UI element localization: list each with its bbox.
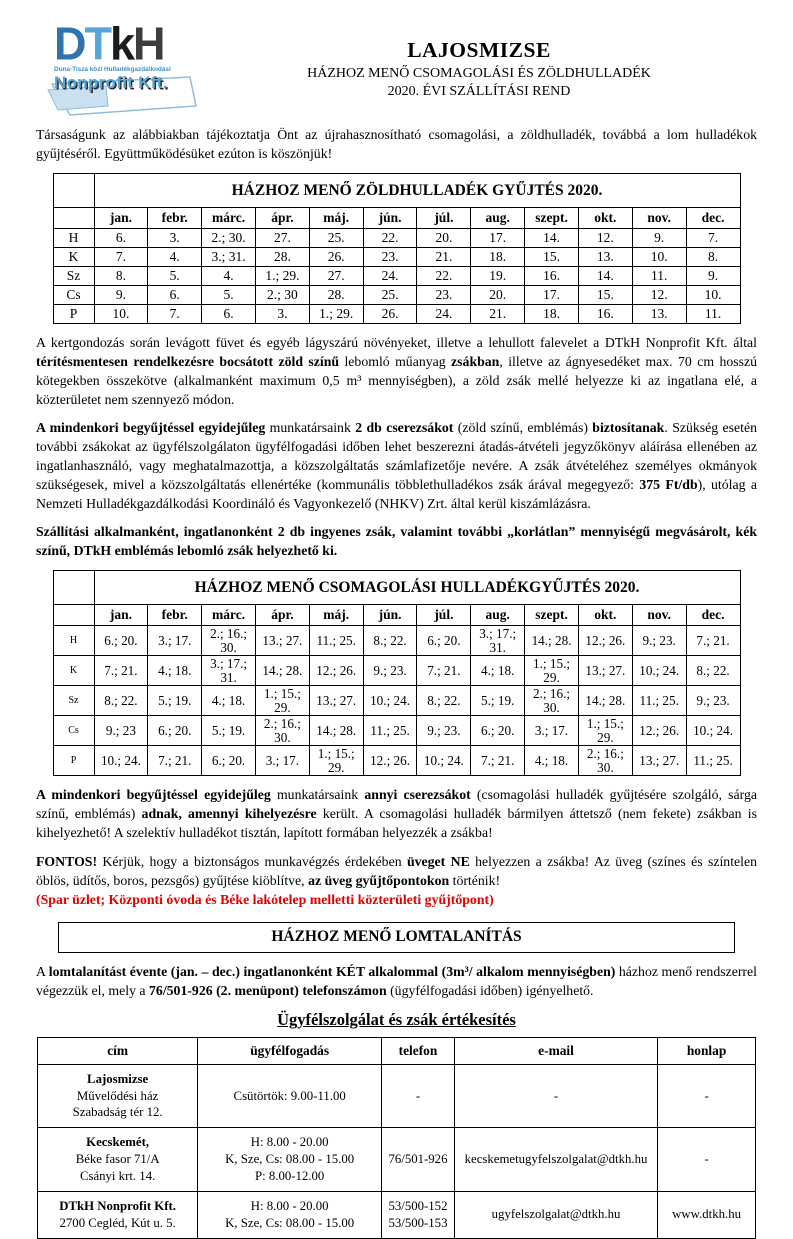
collection-date-cell: 2.; 30. (202, 229, 256, 248)
schedule-day-row (53, 248, 740, 267)
collection-date-cell: 12. (632, 286, 686, 305)
collection-date-cell: 14. (525, 229, 579, 248)
text-segment: 375 Ft/db (639, 477, 698, 493)
text-segment: H: 8.00 - 20.00 (250, 1199, 329, 1213)
collection-date-cell: 1.; 15.; 29. (255, 686, 309, 716)
text-segment: 53/500-153 (388, 1215, 448, 1230)
free-bags-paragraph (36, 522, 757, 560)
collection-date-cell: 21. (471, 305, 525, 324)
month-header-cell: nov. (632, 605, 686, 626)
schedule-title-row (53, 571, 740, 605)
month-header-cell: szept. (525, 605, 579, 626)
collection-date-cell: 10.; 24. (632, 656, 686, 686)
schedule-day-row (53, 626, 740, 656)
month-header-cell: jún. (363, 208, 417, 229)
month-header-cell: márc. (202, 605, 256, 626)
contact-cell (38, 1192, 198, 1239)
schedule-day-row (53, 286, 740, 305)
contact-column-header: ügyfélfogadás (198, 1037, 382, 1064)
schedule-day-row (53, 267, 740, 286)
important-glass-paragraph (36, 852, 757, 909)
collection-date-cell: 1.; 29. (309, 305, 363, 324)
collection-date-cell: 3.; 17. (525, 716, 579, 746)
collection-date-cell: 10.; 24. (94, 746, 148, 776)
text-segment: 2 db cserezsákot (355, 420, 454, 436)
collection-date-cell: 1.; 15.; 29. (578, 716, 632, 746)
schedule-day-row (53, 686, 740, 716)
contact-cell (38, 1064, 198, 1128)
collection-date-cell: 23. (417, 286, 471, 305)
text-segment: lebomló műanyag (339, 354, 452, 370)
text-segment: az üveg gyűjtőpontokon (308, 872, 450, 888)
text-segment: 76/501-926 (2. menüpont) telefonszámon (149, 982, 387, 998)
text-segment: Csütörtök: 9.00-11.00 (233, 1088, 346, 1103)
day-label-cell: Sz (53, 267, 94, 286)
logo-letter: D (54, 16, 85, 70)
day-label-cell: Cs (53, 286, 94, 305)
collection-date-cell: 28. (309, 286, 363, 305)
schedule-month-header-row (53, 605, 740, 626)
collection-date-cell: 6.; 20. (148, 716, 202, 746)
collection-date-cell: 24. (363, 267, 417, 286)
text-segment: üveget NE (406, 853, 470, 869)
title-block (201, 22, 757, 101)
collection-date-cell: 18. (471, 248, 525, 267)
contact-cell (658, 1192, 756, 1239)
collection-date-cell: 26. (363, 305, 417, 324)
collection-date-cell: 6. (94, 229, 148, 248)
month-header-cell: ápr. (255, 605, 309, 626)
collection-date-cell: 9.; 23 (94, 716, 148, 746)
text-segment: került. A csomagolási hulladék bármilyen áttetsző (nem fekete) zsákban is kihelyezhető! A szelektív hulladékot tisztán, lapított formában helyezzék a zsákba! (36, 806, 757, 841)
text-segment: helyezzen a zsákba! Az üveg (színes és színtelen öblös, üdítős, boros, pezsgős) gyűjtése kiöblítve, (36, 853, 758, 888)
collection-date-cell: 9.; 23. (417, 716, 471, 746)
collection-date-cell: 14.; 28. (525, 626, 579, 656)
collection-date-cell: 6. (202, 305, 256, 324)
collection-date-cell: 5.; 19. (148, 686, 202, 716)
collection-date-cell: 6.; 20. (417, 626, 471, 656)
contact-cell (198, 1128, 382, 1192)
collection-date-cell: 6.; 20. (94, 626, 148, 656)
collection-date-cell: 7.; 21. (471, 746, 525, 776)
text-segment: , illetve az ágnyesedéket max. 70 cm hosszú kötegekben összekötve (alkalmanként maximum 0,5 m³ mennyiségben), a zöld zsák mellé helyezze ki az ingatlana elé, a közterületet nem szennyező módon. (36, 354, 758, 408)
contact-cell (382, 1064, 455, 1128)
collection-date-cell: 9. (94, 286, 148, 305)
text-segment: Kecskemét, (86, 1135, 150, 1150)
logo-tagline: Duna-Tisza közi Hulladékgazdálkodási (54, 66, 171, 74)
month-header-cell: szept. (525, 208, 579, 229)
collection-date-cell: 8.; 22. (94, 686, 148, 716)
customer-service-table (37, 1037, 756, 1239)
collection-date-cell: 15. (578, 286, 632, 305)
packaging-exchange-bag-paragraph (36, 785, 757, 842)
contact-column-header: honlap (658, 1037, 756, 1064)
day-label-cell: H (53, 626, 94, 656)
text-segment: 2700 Cegléd, Kút u. 5. (59, 1215, 176, 1230)
collection-date-cell: 10. (632, 248, 686, 267)
month-header-cell: febr. (148, 208, 202, 229)
collection-date-cell: 17. (471, 229, 525, 248)
collection-date-cell: 20. (471, 286, 525, 305)
collection-date-cell: 2.; 30 (255, 286, 309, 305)
customer-service-heading: Ügyfélszolgálat és zsák értékesítés (277, 1009, 516, 1029)
text-segment: K, Sze, Cs: 08.00 - 15.00 (225, 1152, 355, 1167)
collection-date-cell: 4.; 18. (148, 656, 202, 686)
text-segment: Társaságunk az alábbiakban tájékoztatja Önt az újrahasznosítható csomagolási, a zöldhulladék, továbbá a lom hulladékok gyűjtéséről. Együttműködésüket ezúton is köszönjük! (36, 127, 757, 162)
collection-date-cell: 5.; 19. (471, 686, 525, 716)
collection-date-cell: 3.; 31. (202, 248, 256, 267)
text-segment: . Szükség esetén további zsákokat az ügyfélszolgálaton ügyfélfogadási időben lehet beszerezni átadás-átvételi jegyzőkönyv aláírása ellenében az ingatlanhasználó, vagy meghatalmazottja, a közszolgáltatás számlafizetője nevére. A zsák átvételéhez személyes okmányok szükségesek, mivel a közszolgáltatás ellenértéke (kommunális többlethulladékos zsák árával megegyező: (36, 420, 758, 493)
collection-date-cell: 13.; 27. (632, 746, 686, 776)
text-segment: munkatársaink (265, 420, 356, 436)
collection-date-cell: 10.; 24. (417, 746, 471, 776)
bulky-waste-paragraph (36, 962, 757, 1000)
text-segment: Kérjük, hogy a biztonságos munkavégzés érdekében (97, 853, 407, 869)
collection-date-cell: 2.; 16.; 30. (578, 746, 632, 776)
collection-date-cell: 8. (686, 248, 740, 267)
text-segment: - (704, 1152, 709, 1167)
collection-date-cell: 25. (309, 229, 363, 248)
collection-date-cell: 14.; 28. (578, 686, 632, 716)
collection-date-cell: 26. (309, 248, 363, 267)
collection-date-cell: 8.; 22. (686, 656, 740, 686)
text-segment: Szabadság tér 12. (72, 1105, 163, 1120)
month-header-cell: jan. (94, 605, 148, 626)
logo-letter: k (110, 16, 134, 70)
month-header-cell: okt. (578, 208, 632, 229)
collection-date-cell: 4.; 18. (202, 686, 256, 716)
intro-paragraph (36, 125, 757, 163)
collection-date-cell: 11.; 25. (309, 626, 363, 656)
month-header-cell: aug. (471, 605, 525, 626)
collection-date-cell: 13.; 27. (309, 686, 363, 716)
collection-date-cell: 3. (148, 229, 202, 248)
collection-date-cell: 10. (686, 286, 740, 305)
collection-date-cell: 19. (471, 267, 525, 286)
schedule-month-header-row (53, 208, 740, 229)
text-segment: 53/500-152 (388, 1199, 448, 1213)
contact-cell (658, 1064, 756, 1128)
schedule-corner-cell (53, 605, 94, 626)
day-label-cell: P (53, 305, 94, 324)
collection-date-cell: 10. (94, 305, 148, 324)
contact-row (38, 1064, 756, 1128)
text-segment: (csomagolási hulladék gyűjtésére szolgáló, sárga színű, emblémás) (36, 787, 758, 822)
collection-date-cell: 24. (417, 305, 471, 324)
month-header-cell: júl. (417, 208, 471, 229)
page-subtitle-line2: 2020. ÉVI SZÁLLÍTÁSI REND (387, 84, 571, 100)
month-header-cell: márc. (202, 208, 256, 229)
schedule-day-row (53, 716, 740, 746)
collection-date-cell: 3.; 17. (148, 626, 202, 656)
collection-date-cell: 8.; 22. (363, 626, 417, 656)
collection-date-cell: 2.; 16.; 30. (202, 626, 256, 656)
contact-cell (198, 1192, 382, 1239)
green-bag-paragraph (36, 333, 757, 409)
text-segment: 76/501-926 (388, 1152, 448, 1167)
collection-date-cell: 14. (578, 267, 632, 286)
collection-date-cell: 25. (363, 286, 417, 305)
collection-date-cell: 21. (417, 248, 471, 267)
collection-date-cell: 5. (148, 267, 202, 286)
contact-header-row (38, 1037, 756, 1064)
month-header-cell: nov. (632, 208, 686, 229)
schedule-corner-cell (53, 208, 94, 229)
text-segment: - (415, 1088, 421, 1103)
month-header-cell: aug. (471, 208, 525, 229)
text-segment: A kertgondozás során levágott füvet és egyéb lágyszárú növényeket, illetve a lehullott falevelet a DTkH Nonprofit Kft. által (36, 335, 757, 351)
text-segment: térítésmentesen rendelkezésre bocsátott zöld színű (36, 354, 340, 370)
text-segment: adnak, amennyi kihelyezésre (141, 806, 317, 822)
collection-date-cell: 1.; 15.; 29. (525, 656, 579, 686)
text-segment: Művelődési ház (76, 1088, 159, 1103)
month-header-cell: jún. (363, 605, 417, 626)
schedule-day-row (53, 746, 740, 776)
month-header-cell: júl. (417, 605, 471, 626)
contact-cell (454, 1192, 657, 1239)
collection-date-cell: 2.; 16.; 30. (525, 686, 579, 716)
text-segment: házhoz menő rendszerrel végezzük el, mely a (36, 963, 757, 998)
month-header-cell: jan. (94, 208, 148, 229)
contact-cell (658, 1128, 756, 1192)
collection-date-cell: 5.; 19. (202, 716, 256, 746)
collection-date-cell: 4.; 18. (471, 656, 525, 686)
collection-date-cell: 7. (94, 248, 148, 267)
collection-date-cell: 8. (94, 267, 148, 286)
text-segment: A (36, 963, 49, 979)
day-label-cell: Sz (53, 686, 94, 716)
text-segment: DTkH Nonprofit Kft. (59, 1199, 176, 1213)
collection-date-cell: 12.; 26. (578, 626, 632, 656)
collection-date-cell: 9.; 23. (632, 626, 686, 656)
text-segment: (zöld színű, emblémás) (453, 420, 593, 436)
collection-date-cell: 9. (632, 229, 686, 248)
document-header (36, 16, 757, 116)
collection-date-cell: 3.; 17.; 31. (202, 656, 256, 686)
text-segment: történik! (449, 872, 501, 888)
schedule-day-row (53, 656, 740, 686)
page-subtitle-line1: HÁZHOZ MENŐ CSOMAGOLÁSI ÉS ZÖLDHULLADÉK (307, 66, 651, 81)
collection-date-cell: 7.; 21. (686, 626, 740, 656)
contact-row (38, 1128, 756, 1192)
text-segment: Csányi krt. 14. (79, 1169, 156, 1184)
collection-date-cell: 6.; 20. (471, 716, 525, 746)
month-header-cell: máj. (309, 208, 363, 229)
text-segment: FONTOS! (36, 853, 98, 869)
schedule-corner-cell (53, 174, 94, 208)
text-segment: www.dtkh.hu (672, 1207, 741, 1222)
month-header-cell: febr. (148, 605, 202, 626)
logo-nonprofit-label: Nonprofit Kft. (54, 73, 168, 93)
collection-date-cell: 16. (578, 305, 632, 324)
collection-date-cell: 11. (632, 267, 686, 286)
text-segment: munkatársaink (270, 787, 365, 803)
text-segment: lomtalanítást évente (jan. – dec.) ingatlanonként KÉT alkalommal (3m³/ alkalom mennyiségben) (48, 963, 616, 979)
collection-date-cell: 10.; 24. (363, 686, 417, 716)
text-segment: A mindenkori begyűjtéssel egyidejűleg (36, 420, 266, 436)
collection-date-cell: 5. (202, 286, 256, 305)
text-segment: (Spar üzlet; Központi óvoda és Béke lakótelep melletti közterületi gyűjtőpont) (36, 891, 494, 907)
text-segment: H: 8.00 - 20.00 (250, 1135, 329, 1150)
collection-date-cell: 6. (148, 286, 202, 305)
contact-cell (38, 1128, 198, 1192)
logo-letter: H (133, 16, 164, 70)
collection-date-cell: 10.; 24. (686, 716, 740, 746)
collection-date-cell: 22. (363, 229, 417, 248)
day-label-cell: K (53, 248, 94, 267)
collection-date-cell: 7.; 21. (148, 746, 202, 776)
packaging-waste-schedule-table (53, 570, 741, 776)
collection-date-cell: 28. (255, 248, 309, 267)
collection-date-cell: 9.; 23. (686, 686, 740, 716)
schedule-title: HÁZHOZ MENŐ ZÖLDHULLADÉK GYŰJTÉS 2020. (94, 174, 740, 208)
text-segment: annyi cserezsákot (364, 787, 471, 803)
collection-date-cell: 4. (148, 248, 202, 267)
contact-cell (382, 1192, 455, 1239)
text-segment: ugyfelszolgalat@dtkh.hu (491, 1207, 621, 1222)
collection-date-cell: 7. (686, 229, 740, 248)
green-waste-schedule-table (53, 173, 741, 324)
page-title: LAJOSMIZSE (407, 38, 551, 62)
day-label-cell: K (53, 656, 94, 686)
text-segment: kecskemetugyfelszolgalat@dtkh.hu (464, 1152, 648, 1167)
contact-cell (382, 1128, 455, 1192)
text-segment: A mindenkori begyűjtéssel egyidejűleg (36, 787, 271, 803)
text-segment: K, Sze, Cs: 08.00 - 15.00 (225, 1215, 355, 1230)
collection-date-cell: 17. (525, 286, 579, 305)
month-header-cell: máj. (309, 605, 363, 626)
collection-date-cell: 6.; 20. (202, 746, 256, 776)
collection-date-cell: 1.; 15.; 29. (309, 746, 363, 776)
logo-letter: T (84, 16, 110, 70)
collection-date-cell: 3.; 17.; 31. (471, 626, 525, 656)
schedule-day-row (53, 305, 740, 324)
text-segment: ), utólag a Nemzeti Hulladékgazdálkodási Koordináló és Vagyonkezelő (NHKV) Zrt. által kerül kiszámlázásra. (36, 477, 757, 512)
collection-date-cell: 27. (309, 267, 363, 286)
collection-date-cell: 18. (525, 305, 579, 324)
collection-date-cell: 1.; 29. (255, 267, 309, 286)
collection-date-cell: 12.; 26. (309, 656, 363, 686)
contact-column-header: e-mail (454, 1037, 657, 1064)
day-label-cell: Cs (53, 716, 94, 746)
collection-date-cell: 8.; 22. (417, 686, 471, 716)
collection-date-cell: 20. (417, 229, 471, 248)
collection-date-cell: 7.; 21. (417, 656, 471, 686)
day-label-cell: P (53, 746, 94, 776)
collection-date-cell: 13. (578, 248, 632, 267)
month-header-cell: okt. (578, 605, 632, 626)
text-segment: - (553, 1088, 559, 1103)
collection-date-cell: 16. (525, 267, 579, 286)
collection-date-cell: 23. (363, 248, 417, 267)
schedule-title-row (53, 174, 740, 208)
collection-date-cell: 4. (202, 267, 256, 286)
collection-date-cell: 14.; 28. (255, 656, 309, 686)
month-header-cell: dec. (686, 605, 740, 626)
collection-date-cell: 3. (255, 305, 309, 324)
text-segment: (ügyfélfogadási időben) igényelhető. (386, 982, 594, 998)
text-segment: zsákban (451, 354, 500, 370)
green-exchange-bag-paragraph (36, 418, 757, 513)
text-segment: Szállítási alkalmanként, ingatlanonként 2 db ingyenes zsák, valamint további „korlátlan” mennyiségű megvásárolt, kék színű, DTkH emblémás lebomló zsák helyezhető ki. (36, 524, 757, 559)
dtkh-logo (36, 16, 201, 116)
text-segment: Béke fasor 71/A (75, 1152, 160, 1167)
contact-column-header: telefon (382, 1037, 455, 1064)
collection-date-cell: 3.; 17. (255, 746, 309, 776)
contact-column-header: cím (38, 1037, 198, 1064)
text-segment: biztosítanak (592, 420, 665, 436)
collection-date-cell: 9.; 23. (363, 656, 417, 686)
month-header-cell: dec. (686, 208, 740, 229)
text-segment: P: 8.00-12.00 (255, 1169, 325, 1184)
collection-date-cell: 12. (578, 229, 632, 248)
schedule-corner-cell (53, 571, 94, 605)
collection-date-cell: 13.; 27. (578, 656, 632, 686)
collection-date-cell: 11.; 25. (686, 746, 740, 776)
collection-date-cell: 14.; 28. (309, 716, 363, 746)
collection-date-cell: 4.; 18. (525, 746, 579, 776)
collection-date-cell: 13.; 27. (255, 626, 309, 656)
day-label-cell: H (53, 229, 94, 248)
collection-date-cell: 7.; 21. (94, 656, 148, 686)
collection-date-cell: 12.; 26. (363, 746, 417, 776)
text-segment: - (704, 1088, 709, 1103)
month-header-cell: ápr. (255, 208, 309, 229)
contact-cell (454, 1128, 657, 1192)
schedule-title: HÁZHOZ MENŐ CSOMAGOLÁSI HULLADÉKGYŰJTÉS 2020. (94, 571, 740, 605)
contact-row (38, 1192, 756, 1239)
collection-date-cell: 13. (632, 305, 686, 324)
collection-date-cell: 27. (255, 229, 309, 248)
collection-date-cell: 22. (417, 267, 471, 286)
collection-date-cell: 7. (148, 305, 202, 324)
bulky-waste-heading: HÁZHOZ MENŐ LOMTALANÍTÁS (58, 922, 735, 953)
contact-cell (454, 1064, 657, 1128)
collection-date-cell: 11.; 25. (632, 686, 686, 716)
contact-cell (198, 1064, 382, 1128)
collection-date-cell: 11. (686, 305, 740, 324)
collection-date-cell: 11.; 25. (363, 716, 417, 746)
collection-date-cell: 9. (686, 267, 740, 286)
collection-date-cell: 12.; 26. (632, 716, 686, 746)
schedule-day-row (53, 229, 740, 248)
text-segment: Lajosmizse (87, 1071, 149, 1086)
collection-date-cell: 2.; 16.; 30. (255, 716, 309, 746)
collection-date-cell: 15. (525, 248, 579, 267)
